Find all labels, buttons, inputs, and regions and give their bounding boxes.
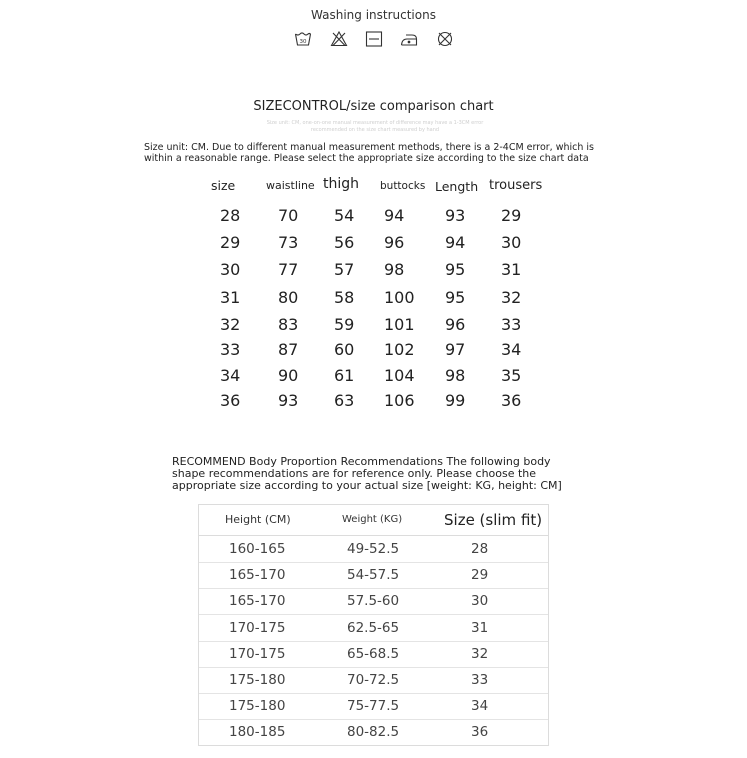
size-cell: 83 [278,315,299,334]
do-not-dry-clean-icon [436,30,454,48]
size-cell: 93 [278,391,299,410]
size-cell: 34 [220,366,241,385]
height-cell: 170-175 [229,645,286,662]
size-header-size: size [211,178,236,193]
size-cell: 61 [334,366,355,385]
size-cell: 87 [278,340,299,359]
svg-text:30: 30 [299,39,307,45]
recommend-header-weight: Weight (KG) [342,514,403,525]
height-cell: 175-180 [229,672,286,688]
height-cell: 165-170 [229,567,286,584]
size-cell: 95 [445,260,466,279]
size-cell: 95 [445,288,466,307]
weight-cell: 70-72.5 [347,672,400,688]
size-cell: 32 [501,288,522,307]
size-header-buttocks: buttocks [380,180,426,192]
recommend-note: RECOMMEND Body Proportion Recommendations The following body shape recommendations are for reference only. Please choose the appropriate size according to your actual size [weight: KG, height: CM] [172,455,562,492]
faint-note-line-2: recommended on the size chart measured by hand [310,127,440,133]
size-cell: 77 [278,260,299,279]
size-cell: 32 [471,645,489,662]
height-cell: 170-175 [229,619,286,636]
size-cell: 31 [501,260,522,279]
size-cell: 34 [471,698,489,715]
size-cell: 57 [334,260,355,279]
size-cell: 94 [384,206,405,225]
size-cell: 54 [334,206,355,225]
size-cell: 93 [445,206,466,225]
recommend-row [199,615,548,642]
size-cell: 80 [278,288,299,307]
height-cell: 160-165 [229,541,286,557]
size-cell: 106 [384,391,415,410]
size-cell: 32 [220,315,241,334]
size-cell: 36 [471,724,489,741]
size-cell: 36 [220,391,241,410]
weight-cell: 57.5-60 [347,593,400,610]
size-cell: 36 [501,391,522,410]
recommend-row [199,693,548,720]
do-not-bleach-icon [330,30,348,48]
recommend-row [199,536,548,563]
size-cell: 28 [471,541,489,557]
size-cell: 30 [220,260,241,279]
size-cell: 100 [384,288,415,307]
size-cell: 58 [334,288,355,307]
size-cell: 33 [471,672,489,688]
weight-cell: 49-52.5 [347,541,400,557]
size-cell: 35 [501,366,522,385]
weight-cell: 75-77.5 [347,698,400,715]
size-cell: 101 [384,315,415,334]
height-cell: 180-185 [229,724,286,741]
weight-cell: 65-68.5 [347,645,400,662]
size-cell: 102 [384,340,415,359]
size-cell: 70 [278,206,299,225]
washing-title: Washing instructions [311,8,436,22]
size-header-trousers: trousers [489,178,543,193]
faint-note-line-1: Size unit: CM, one-on-one manual measurement of difference may have a 1-3CM error [266,120,484,126]
recommend-row [199,562,548,589]
size-cell: 98 [445,366,466,385]
weight-cell: 54-57.5 [347,567,400,584]
size-cell: 33 [501,315,522,334]
size-cell: 90 [278,366,299,385]
size-cell: 56 [334,233,355,252]
size-cell: 34 [501,340,522,359]
recommend-row [199,641,548,668]
size-cell: 96 [384,233,405,252]
size-cell: 59 [334,315,355,334]
size-cell: 30 [471,593,489,610]
iron-low-icon [400,30,418,48]
size-chart-title: SIZECONTROL/size comparison chart [253,99,494,114]
weight-cell: 80-82.5 [347,724,400,741]
size-header-length: Length [435,179,479,194]
recommend-row [199,588,548,615]
machine-wash-30-icon [294,30,312,48]
recommend-row [199,719,548,745]
recommend-header-size: Size (slim fit) [444,511,543,529]
size-cell: 29 [501,206,522,225]
height-cell: 165-170 [229,593,286,610]
size-cell: 29 [220,233,241,252]
size-cell: 63 [334,391,355,410]
size-cell: 60 [334,340,355,359]
size-cell: 99 [445,391,466,410]
recommend-table-header [199,505,548,536]
size-cell: 94 [445,233,466,252]
size-cell: 31 [471,619,489,636]
size-cell: 31 [220,288,241,307]
size-cell: 30 [501,233,522,252]
size-cell: 29 [471,567,489,584]
size-unit-note: Size unit: CM. Due to different manual measurement methods, there is a 2-4CM error, which is within a reasonable range. Please select the appropriate size according to the size chart data [144,142,595,164]
size-cell: 97 [445,340,466,359]
recommend-header-height: Height (CM) [225,513,291,526]
size-header-waistline: waistline [266,179,315,192]
dry-flat-icon [365,30,383,48]
size-cell: 104 [384,366,415,385]
size-cell: 98 [384,260,405,279]
recommend-row [199,667,548,694]
size-cell: 96 [445,315,466,334]
size-cell: 73 [278,233,299,252]
size-header-thigh: thigh [323,176,360,192]
weight-cell: 62.5-65 [347,619,400,636]
size-cell: 33 [220,340,241,359]
height-cell: 175-180 [229,698,286,715]
recommend-table [198,504,549,746]
size-cell: 28 [220,206,241,225]
